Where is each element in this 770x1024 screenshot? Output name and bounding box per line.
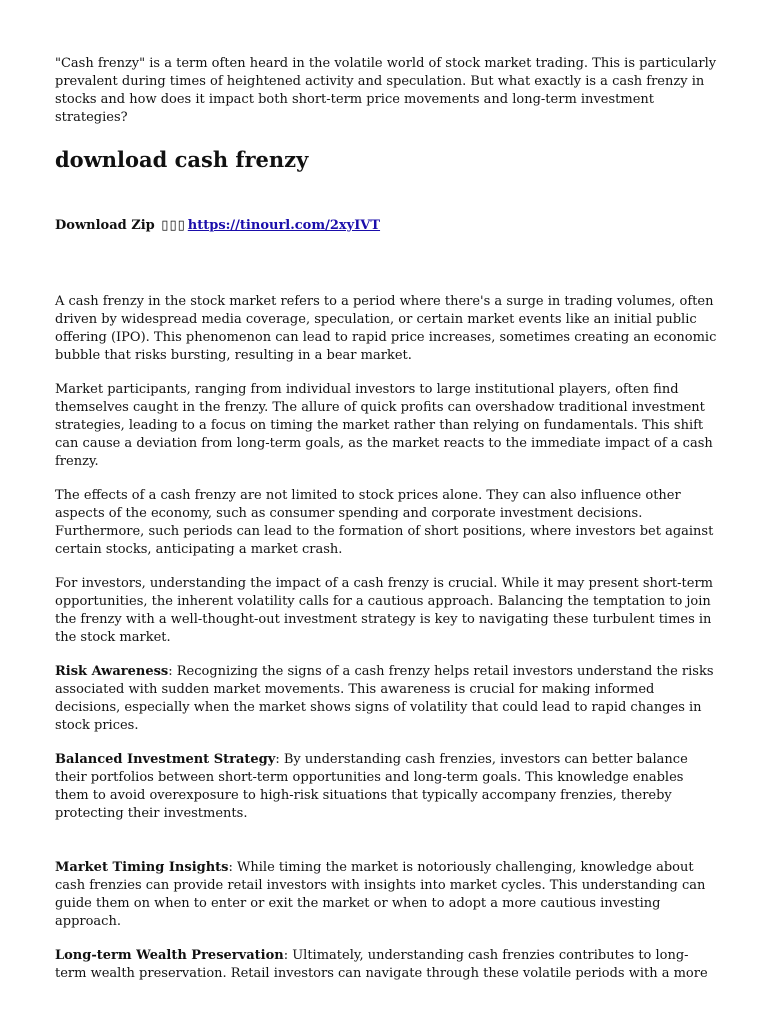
intro-paragraph: "Cash frenzy" is a term often heard in the volatile world of stock market trading. This is particularly prevalent during times of heightened activity and speculation. But what exactly is a cash frenzy in stocks and how does it impact both short-term price movements and long-term investment strategies? (55, 56, 717, 125)
download-link[interactable]: https://tinourl.com/2xyIVT (187, 218, 381, 233)
placeholder-glyphs: ▯▯▯ (161, 218, 186, 233)
body-paragraph-3: The effects of a cash frenzy are not limited to stock prices alone. They can also influence other aspects of the economy, such as consumer spending and corporate investment decisions. Furthermore, such periods can lead to the formation of short positions, where investors bet against certain stocks, anticipating a market crash. (55, 488, 714, 557)
body-paragraph-1: A cash frenzy in the stock market refers to a period where there's a surge in trading volumes, often driven by widespread media coverage, speculation, or certain market events like an initial public offering (IPO). This phenomenon can lead to rapid price increases, sometimes creating an economic bubble that risks bursting, resulting in a bear market. (55, 294, 717, 363)
point-text: : Recognizing the signs of a cash frenzy helps retail investors understand the risks associated with sudden market movements. This awareness is crucial for making informed decisions, especially when the market shows signs of volatility that could lead to rapid changes in stock prices. (55, 664, 714, 733)
download-label: Download Zip (55, 218, 155, 233)
point-long-term-wealth-preservation (55, 947, 720, 983)
page-title: download cash frenzy (55, 147, 309, 172)
body-paragraph-2: Market participants, ranging from individual investors to large institutional players, often find themselves caught in the frenzy. The allure of quick profits can overshadow traditional investment strategies, leading to a focus on timing the market rather than relying on fundamentals. This shift can cause a deviation from long-term goals, as the market reacts to the immediate impact of a cash frenzy. (55, 382, 713, 469)
body-paragraph-4: For investors, understanding the impact of a cash frenzy is crucial. While it may present short-term opportunities, the inherent volatility calls for a cautious approach. Balancing the temptation to join the frenzy with a well-thought-out investment strategy is key to navigating these turbulent times in the stock market. (55, 576, 713, 645)
point-term: Risk Awareness (55, 664, 169, 679)
download-line (55, 217, 720, 235)
point-text: : By understanding cash frenzies, investors can better balance their portfolios between short-term opportunities and long-term goals. This knowledge enables them to avoid overexposure to high-risk situations that typically accompany frenzies, thereby protecting their investments. (55, 752, 688, 821)
document-page (55, 55, 720, 999)
point-text: : While timing the market is notoriously challenging, knowledge about cash frenzies can provide retail investors with insights into market cycles. This understanding can guide them on when to enter or exit the market or when to adopt a more cautious investing approach. (55, 860, 706, 929)
point-text: : Ultimately, understanding cash frenzies contributes to long-term wealth preservation. Retail investors can navigate through these volatile periods with a more (55, 948, 708, 981)
point-term: Long-term Wealth Preservation (55, 948, 284, 963)
point-market-timing-insights (55, 859, 720, 931)
point-term: Market Timing Insights (55, 860, 229, 875)
point-risk-awareness (55, 663, 720, 735)
point-balanced-investment-strategy (55, 751, 720, 823)
point-term: Balanced Investment Strategy (55, 752, 276, 767)
